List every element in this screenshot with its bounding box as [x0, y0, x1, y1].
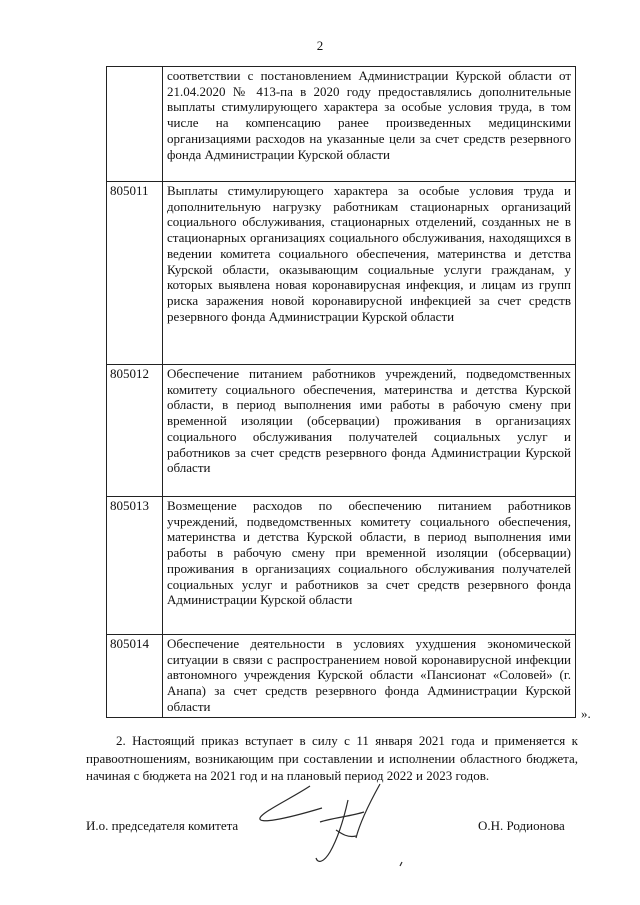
- signer-name: О.Н. Родионова: [478, 818, 565, 833]
- row-description: Обеспечение деятельности в условиях ухудшения экономической ситуации в связи с распространением новой коронавирусной инфекции автономного учреждения Курской области «Пансионат «Соловей» (г. Анапа) за счет средств резервного фонда Администрации Курской области: [163, 635, 576, 718]
- table-row: [107, 365, 576, 497]
- row-code: 805014: [107, 635, 163, 718]
- signature-image: [252, 778, 412, 868]
- row-code: 805012: [107, 365, 163, 497]
- row-description: Возмещение расходов по обеспечению питанием работников учреждений, подведомственных комитету социального обеспечения, материнства и детства Курской области, в период выполнения ими работы в рабочую смену при временной изоляции (обсервации) проживания в организациях социального обслуживания получателей социальных услуг и работников за счет средств резервного фонда Администрации Курской области: [163, 497, 576, 635]
- row-description: Выплаты стимулирующего характера за особые условия труда и дополнительную нагрузку работникам стационарных организаций социального обслуживания, стационарных отделений, созданных не в стационарных организациях социального обслуживания, находящихся в ведении комитета социального обеспечения, материнства и детства Курской области, оказывающим социальные услуги гражданам, у которых выявлена новая коронавирусная инфекция, и лицам из групп риска заражения новой коронавирусной инфекцией за счет средств резервного фонда Администрации Курской области: [163, 182, 576, 365]
- table-row: [107, 635, 576, 718]
- table-row: [107, 497, 576, 635]
- row-description: Обеспечение питанием работников учреждений, подведомственных комитету социального обеспечения, материнства и детства Курской области, в период выполнения ими работы в рабочую смену при временной изоляции (обсервации) проживания в организациях социального обслуживания получателей социальных услуг и работников за счет средств резервного фонда Администрации Курской области: [163, 365, 576, 497]
- page-number: 2: [316, 38, 324, 53]
- row-code: [107, 67, 163, 182]
- row-description: соответствии с постановлением Администрации Курской области от 21.04.2020 № 413-па в 2020 году предоставлялись дополнительные выплаты стимулирующего характера за особые условия труда, в том числе на компенсацию ранее произведенных медицинскими организациями расходов на указанные цели за счет средств резервного фонда Администрации Курской области: [163, 67, 576, 182]
- table-row: [107, 182, 576, 365]
- closing-quote: ».: [581, 706, 591, 721]
- signer-title: И.о. председателя комитета: [86, 818, 239, 833]
- budget-codes-table: [106, 66, 576, 718]
- row-code: 805011: [107, 182, 163, 365]
- effective-date-paragraph: 2. Настоящий приказ вступает в силу с 11 января 2021 года и применяется к правоотношениям, возникающим при составлении и исполнении областного бюджета, начиная с бюджета на 2021 год и на плановый период 2022 и 2023 годов.: [86, 733, 578, 784]
- table-row: [107, 67, 576, 182]
- row-code: 805013: [107, 497, 163, 635]
